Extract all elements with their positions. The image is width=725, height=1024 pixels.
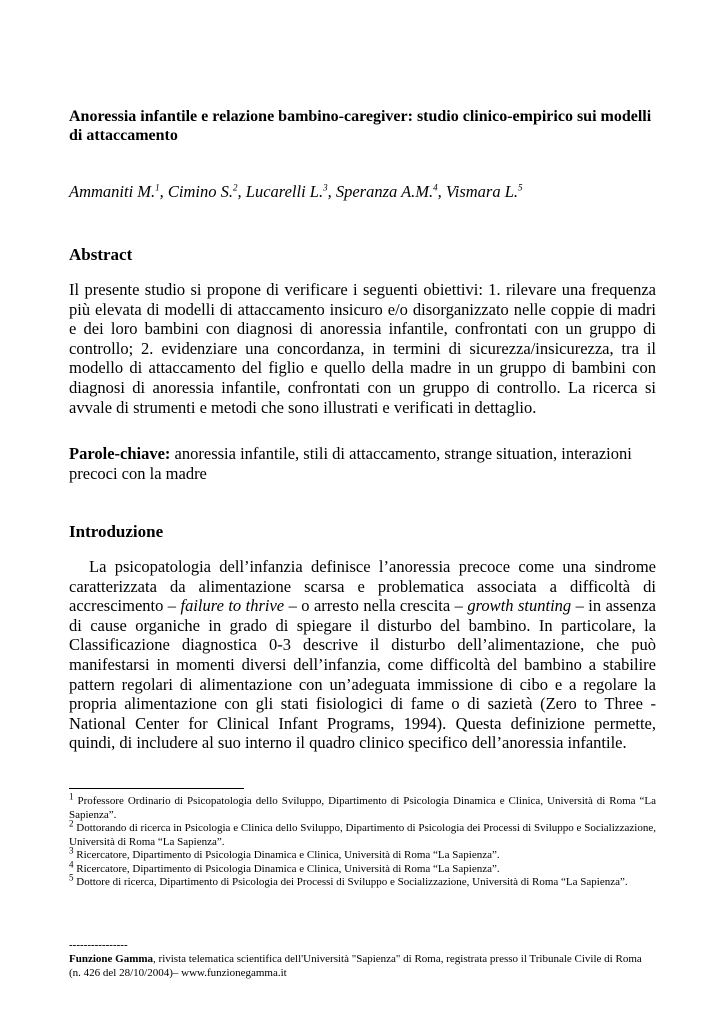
- journal-note-text: , rivista telematica scientifica dell'Università "Sapienza" di Roma, registrata presso il Tribunale Civile di Roma (n. 426 del 28/10/2004)– www.funzionegamma.it: [69, 953, 642, 979]
- intro-text-part: – in assenza di cause organiche in grado di spiegare il disturbo del bambino. In particolare, la Classificazione diagnostica 0-3 descrive il disturbo dell’alimentazione, che può manifestarsi in momenti diversi dell’infanzia, come difficoltà del bambino a stabilire pattern regolari di alimentazione con un’adeguata immissione di cibo e a regolare la propria alimentazione con gli stati fisiologici di fame o di sazietà (Zero to Three - National Center for Clinical Infant Programs, 1994). Questa definizione permette, quindi, di includere al suo interno il quadro clinico specifico dell’anoressia infantile.: [69, 596, 656, 753]
- keywords-label: Parole-chiave:: [69, 444, 171, 463]
- footnote-separator: [69, 788, 244, 789]
- author-affiliation-number: 4: [433, 182, 438, 193]
- author-separator: ,: [327, 182, 336, 201]
- footnote-text: Ricercatore, Dipartimento di Psicologia Dinamica e Clinica, Università di Roma “La Sapienza”.: [73, 849, 500, 861]
- author-affiliation-number: 2: [233, 182, 238, 193]
- author-name: Ammaniti M.: [69, 182, 156, 201]
- author-name: Lucarelli L.: [245, 182, 324, 201]
- footnote-number: 5: [69, 872, 74, 883]
- footnotes: [69, 791, 656, 890]
- footnote-text: Ricercatore, Dipartimento di Psicologia Dinamica e Clinica, Università di Roma “La Sapienza”.: [73, 862, 500, 875]
- footnote: [69, 818, 656, 849]
- author-name: Vismara L.: [445, 182, 519, 201]
- intro-text-part: La psicopatologia dell’infanzia definisce l’anoressia precoce come una sindrome caratterizzata da alimentazione scarsa e problematica associata a difficoltà di accrescimento –: [69, 557, 656, 616]
- author-affiliation-number: 1: [155, 182, 160, 193]
- journal-note: [69, 953, 656, 980]
- footnote: [69, 872, 656, 890]
- author-separator: ,: [437, 182, 446, 201]
- bottom-separator-dashes: ----------------: [69, 939, 128, 951]
- intro-italic-term: failure to thrive: [180, 596, 285, 616]
- intro-text-part: – o arresto nella crescita –: [284, 596, 468, 616]
- keywords-paragraph: [69, 444, 656, 483]
- footnote: [69, 845, 656, 863]
- author-affiliation-number: 5: [518, 182, 523, 193]
- footnote: [69, 858, 656, 877]
- author-name: Cimino S.: [167, 182, 234, 201]
- author-affiliation-number: 3: [323, 182, 328, 193]
- footnote-number: 4: [69, 858, 74, 869]
- footnote-text: Professore Ordinario di Psicopatologia dello Sviluppo, Dipartimento di Psicologia Dinamica e Clinica, Università di Roma “La Sapienza”.: [69, 795, 656, 821]
- footnote-text: Dottore di ricerca, Dipartimento di Psicologia dei Processi di Sviluppo e Socializzazione, Università di Roma “La Sapienza”.: [73, 876, 628, 888]
- author-list: [69, 182, 656, 202]
- footnote-number: 3: [69, 845, 74, 856]
- introduction-heading: Introduzione: [69, 522, 164, 541]
- author-name: Speranza A.M.: [335, 182, 434, 201]
- abstract-paragraph: Il presente studio si propone di verificare i seguenti obiettivi: 1. rilevare una frequenza più elevata di modelli di attaccamento insicuro e/o disorganizzato nelle coppie di madri e dei loro bambini con diagnosi di anoressia infantile, confrontati con un gruppo di controllo; 2. evidenziare una concordanza, in termini di sicurezza/insicurezza, tra il modello di attaccamento del figlio e quello della madre in un gruppo di bambini con diagnosi di anoressia infantile, confrontati con un gruppo di controllo. La ricerca si avvale di strumenti e metodi che sono illustrati e verificati in dettaglio.: [69, 280, 656, 417]
- journal-name: Funzione Gamma: [69, 953, 154, 965]
- footnote-number: 2: [69, 818, 74, 829]
- footnote-number: 1: [69, 791, 74, 802]
- document-title: Anoressia infantile e relazione bambino-caregiver: studio clinico-empirico sui modelli di attaccamento: [69, 108, 652, 144]
- keywords-text: anoressia infantile, stili di attaccamento, strange situation, interazioni precoci con la madre: [69, 444, 632, 483]
- abstract-heading: Abstract: [69, 245, 133, 264]
- author-separator: ,: [159, 182, 168, 201]
- author-separator: ,: [237, 182, 246, 201]
- introduction-paragraph: [69, 557, 656, 753]
- footnote: [69, 791, 656, 822]
- footnote-text: Dottorando di ricerca in Psicologia e Clinica dello Sviluppo, Dipartimento di Psicologia dei Processi di Sviluppo e Socializzazione, Università di Roma “La Sapienza”.: [69, 822, 656, 848]
- intro-italic-term: growth stunting: [467, 596, 572, 616]
